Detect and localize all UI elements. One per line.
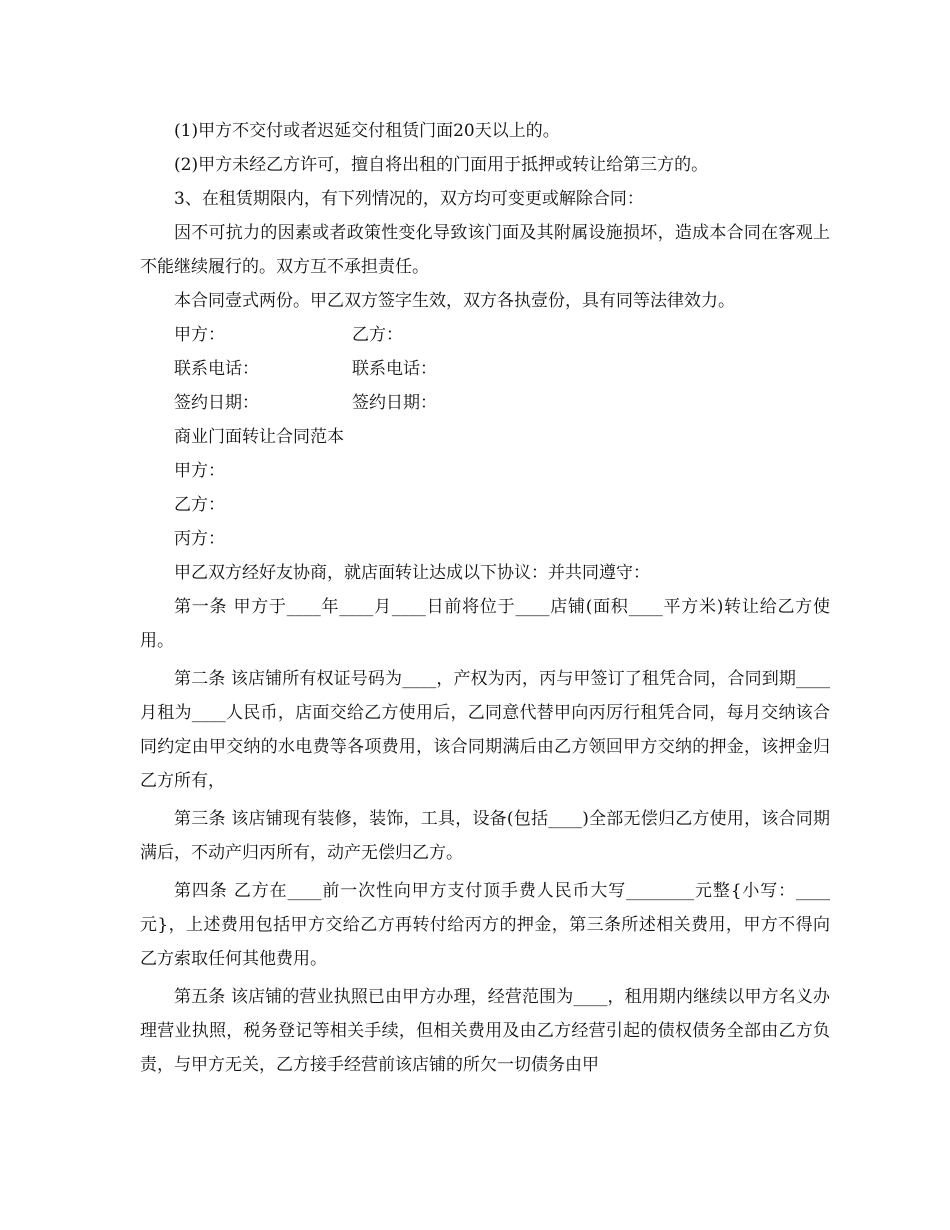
clause-3: 3、在租赁期限内，有下列情况的，双方均可变更或解除合同：: [174, 189, 644, 209]
date-a-label: 签约日期：: [174, 393, 259, 413]
second-intro: 甲乙双方经好友协商，就店面转让达成以下协议：并共同遵守：: [174, 563, 650, 583]
date-b-label: 签约日期：: [352, 393, 437, 413]
party-a-label: 甲方：: [174, 325, 225, 345]
second-party-c: 丙方：: [174, 529, 225, 549]
article-2: 第二条 该店铺所有权证号码为____，产权为丙，丙与甲签订了租凭合同，合同到期____月租为____人民币，店面交给乙方使用后，乙同意代替甲向丙厉行租凭合同，每月交纳该合同约定由甲交纳的水电费等各项费用，该合同期满后由乙方领回甲方交纳的押金，该押金归乙方所有，: [140, 669, 830, 791]
clause-1: (1)甲方不交付或者迟延交付租赁门面20天以上的。: [174, 121, 560, 141]
second-party-b: 乙方：: [174, 495, 225, 515]
article-3: 第三条 该店铺现有装修，装饰，工具，设备(包括____)全部无偿归乙方使用，该合同期满后，不动产归丙所有，动产无偿归乙方。: [140, 809, 830, 863]
phone-a-label: 联系电话：: [174, 359, 259, 379]
signature-row-date: [140, 386, 830, 420]
signature-row-phone: [140, 352, 830, 386]
article-4: 第四条 乙方在____前一次性向甲方支付顶手费人民币大写________元整{小写：____元}，上述费用包括甲方交给乙方再转付给丙方的押金，第三条所述相关费用，甲方不得向乙方索取任何其他费用。: [140, 881, 830, 969]
copies-paragraph: 本合同壹式两份。甲乙双方签字生效，双方各执壹份，具有同等法律效力。: [174, 291, 735, 311]
signature-row-party: [140, 318, 830, 352]
clause-2: (2)甲方未经乙方许可，擅自将出租的门面用于抵押或转让给第三方的。: [174, 155, 709, 175]
document-body: [140, 114, 830, 1082]
second-party-a: 甲方：: [174, 461, 225, 481]
phone-b-label: 联系电话：: [352, 359, 437, 379]
party-b-label: 乙方：: [352, 325, 403, 345]
second-contract-title: 商业门面转让合同范本: [174, 427, 344, 447]
article-1: 第一条 甲方于____年____月____日前将位于____店铺(面积____平方米)转让给乙方使用。: [140, 597, 830, 651]
force-majeure-paragraph: 因不可抗力的因素或者政策性变化导致该门面及其附属设施损坏，造成本合同在客观上不能继续履行的。双方互不承担责任。: [140, 223, 830, 277]
article-5: 第五条 该店铺的营业执照已由甲方办理，经营范围为____，租用期内继续以甲方名义办理营业执照，税务登记等相关手续，但相关费用及由乙方经营引起的债权债务全部由乙方负责，与甲方无关，乙方接手经营前该店铺的所欠一切债务由甲: [140, 987, 830, 1075]
